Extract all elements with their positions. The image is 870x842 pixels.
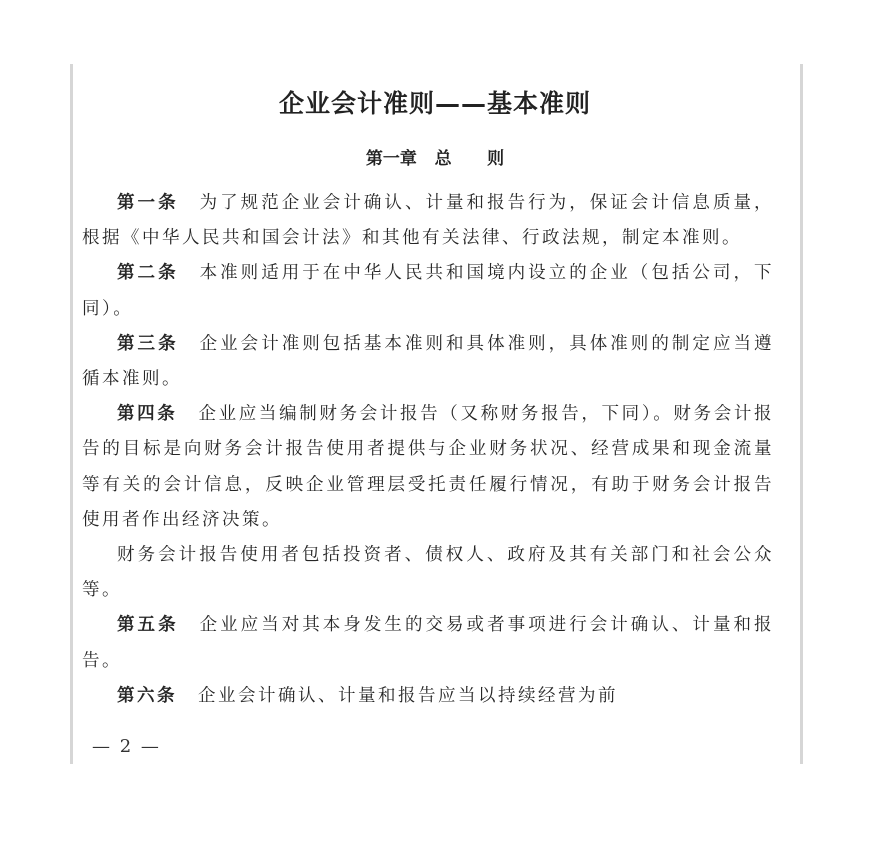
article-text: 企业应当编制财务会计报告（又称财务报告，下同）。财务会计报告的目标是向财务会计报告使用者提供与企业财务状况、经营成果和现金流量等有关的会计信息，反映企业管理层受托责任履行情况，有助于财务会计报告使用者作出经济决策。: [82, 404, 775, 530]
article-text: 企业会计准则包括基本准则和具体准则，具体准则的制定应当遵循本准则。: [82, 333, 775, 390]
chapter-heading: 第一章 总 则: [365, 149, 505, 169]
article-text: 本准则适用于在中华人民共和国境内设立的企业（包括公司，下同）。: [82, 263, 775, 319]
article-number: 第三条: [117, 333, 179, 354]
paragraph-text: 财务会计报告使用者包括投资者、债权人、政府及其有关部门和社会公众等。: [82, 545, 774, 601]
article-paragraph: [82, 608, 774, 678]
article-paragraph: [82, 256, 774, 326]
document-body: [82, 186, 774, 714]
scan-edge-right: [800, 64, 803, 764]
article-number: 第六条: [117, 685, 177, 706]
document-title: 企业会计准则——基本准则: [278, 89, 591, 118]
article-text: 企业会计确认、计量和报告应当以持续经营为前: [198, 685, 618, 706]
continuation-paragraph: [82, 538, 774, 608]
article-number: 第四条: [117, 404, 178, 425]
article-number: 第一条: [117, 193, 179, 213]
article-number: 第二条: [117, 263, 179, 284]
article-paragraph: [82, 679, 774, 714]
article-text: 为了规范企业会计确认、计量和报告行为，保证会计信息质量，根据《中华人民共和国会计法》和其他有关法律、行政法规，制定本准则。: [82, 193, 775, 249]
article-paragraph: [82, 186, 774, 256]
article-paragraph: [82, 327, 774, 397]
scan-edge-left: [70, 64, 73, 764]
article-paragraph: [82, 397, 774, 538]
article-text: 企业应当对其本身发生的交易或者事项进行会计确认、计量和报告。: [82, 615, 775, 671]
article-number: 第五条: [117, 615, 179, 636]
page-number: — 2 —: [92, 736, 161, 757]
